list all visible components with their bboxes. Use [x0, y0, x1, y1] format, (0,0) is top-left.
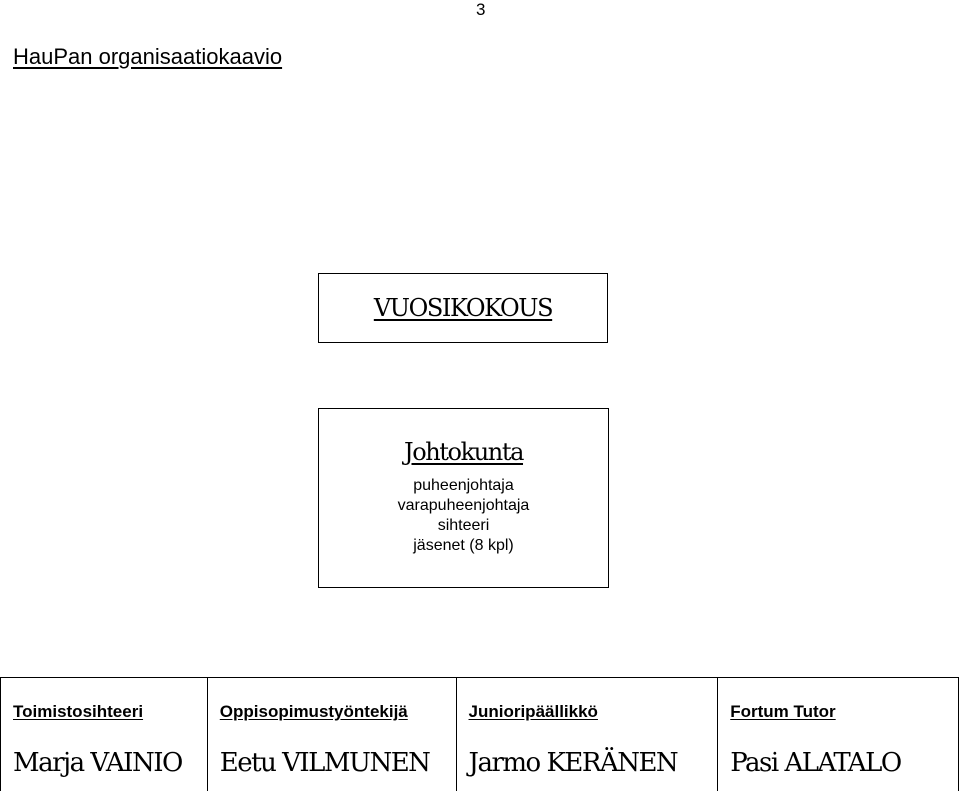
staff-name: Marja VAINIO — [13, 748, 182, 778]
board-role-members: jäsenet (8 kpl) — [413, 537, 514, 554]
staff-table — [0, 677, 959, 791]
staff-role: Toimistosihteeri — [13, 702, 144, 721]
staff-cell-junior-manager — [457, 678, 719, 791]
board-role-secretary: sihteeri — [437, 517, 490, 534]
staff-name: Jarmo KERÄNEN — [468, 748, 678, 778]
page-title: HauPan organisaatiokaavio — [13, 44, 283, 69]
board-role-vice-chair: varapuheenjohtaja — [397, 497, 530, 514]
board-box — [318, 408, 609, 588]
staff-role: Oppisopimustyöntekijä — [219, 702, 408, 721]
staff-cell-fortum-tutor — [718, 678, 959, 791]
staff-cell-office-secretary — [1, 678, 208, 791]
board-role-chair: puheenjohtaja — [413, 477, 514, 494]
staff-role: Fortum Tutor — [730, 702, 836, 721]
board-role-list — [398, 476, 530, 556]
annual-meeting-title: VUOSIKOKOUS — [373, 294, 553, 322]
board-title: Johtokunta — [403, 438, 524, 466]
annual-meeting-box — [318, 273, 608, 343]
staff-name: Eetu VILMUNEN — [219, 748, 430, 778]
staff-name: Pasi ALATALO — [730, 748, 901, 778]
staff-role: Junioripäällikkö — [468, 702, 598, 721]
staff-cell-apprentice — [208, 678, 457, 791]
page-number: 3 — [476, 0, 486, 19]
